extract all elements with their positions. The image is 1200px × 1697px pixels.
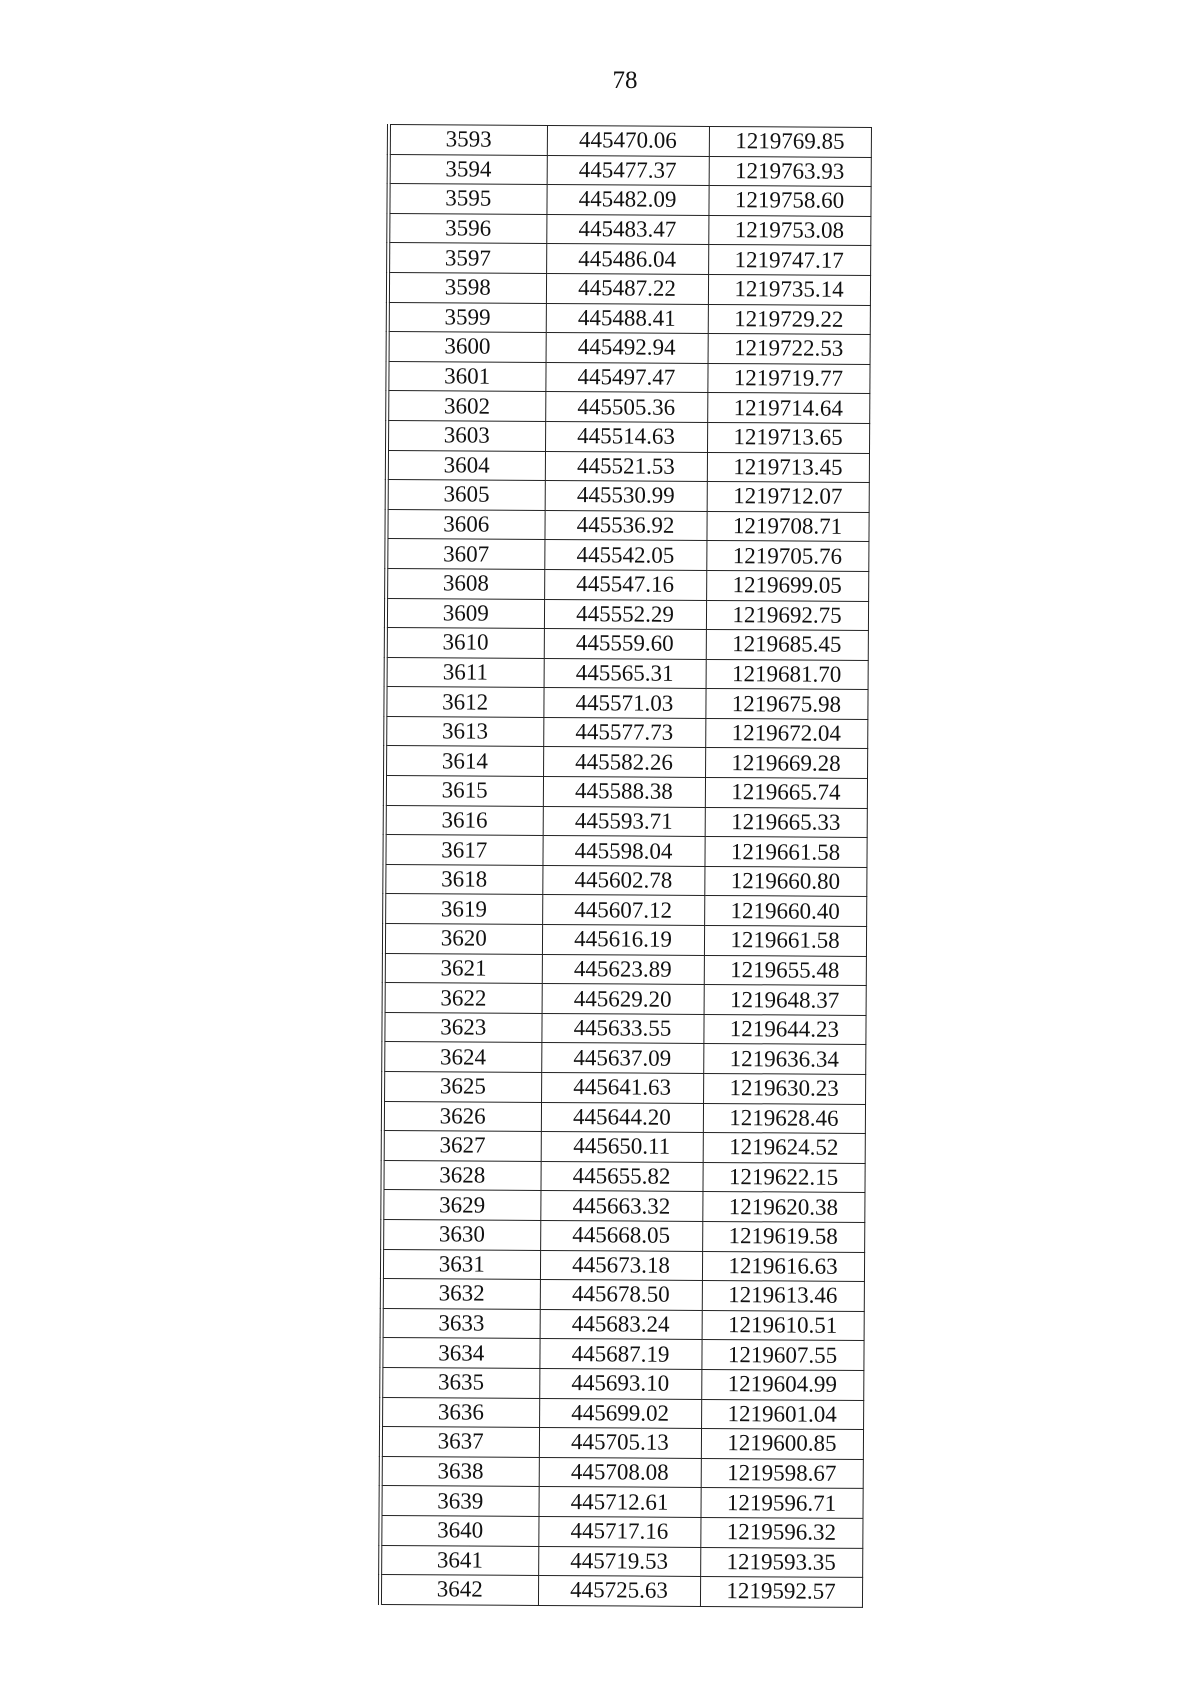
table-row — [385, 805, 867, 838]
point-number-cell: 3630 — [382, 1219, 540, 1250]
y-coordinate-cell: 1219665.33 — [705, 807, 867, 838]
y-coordinate-cell: 1219655.48 — [704, 955, 866, 986]
y-coordinate-cell: 1219722.53 — [708, 334, 870, 365]
x-coordinate-cell: 445492.94 — [546, 333, 708, 364]
x-coordinate-cell: 445577.73 — [543, 717, 705, 748]
table-row — [383, 1042, 865, 1075]
x-coordinate-cell: 445678.50 — [540, 1280, 702, 1311]
table-row — [386, 539, 868, 572]
y-coordinate-cell: 1219648.37 — [704, 985, 866, 1016]
x-coordinate-cell: 445542.05 — [544, 540, 706, 571]
y-coordinate-cell: 1219644.23 — [703, 1014, 865, 1045]
point-number-cell: 3613 — [385, 716, 543, 747]
x-coordinate-cell: 445629.20 — [542, 984, 704, 1015]
y-coordinate-cell: 1219661.58 — [704, 925, 866, 956]
table-row — [381, 1427, 863, 1460]
point-number-cell: 3640 — [380, 1515, 538, 1546]
point-number-cell: 3606 — [386, 509, 544, 540]
point-number-cell: 3611 — [386, 657, 544, 688]
y-coordinate-cell: 1219610.51 — [702, 1310, 864, 1341]
point-number-cell: 3628 — [382, 1160, 540, 1191]
table-row — [384, 953, 866, 986]
table-row — [389, 154, 871, 187]
x-coordinate-cell: 445705.13 — [539, 1428, 701, 1459]
x-coordinate-cell: 445547.16 — [544, 569, 706, 600]
page-number: 78 — [612, 67, 638, 94]
y-coordinate-cell: 1219592.57 — [700, 1577, 862, 1608]
point-number-cell: 3634 — [381, 1338, 539, 1369]
point-number-cell: 3604 — [387, 450, 545, 481]
x-coordinate-cell: 445687.19 — [539, 1339, 701, 1370]
point-number-cell: 3621 — [384, 953, 542, 984]
y-coordinate-cell: 1219758.60 — [708, 186, 870, 217]
x-coordinate-cell: 445487.22 — [546, 273, 708, 304]
point-number-cell: 3614 — [385, 746, 543, 777]
point-number-cell: 3618 — [384, 864, 542, 895]
table-row — [382, 1219, 864, 1252]
x-coordinate-cell: 445559.60 — [544, 629, 706, 660]
y-coordinate-cell: 1219628.46 — [703, 1103, 865, 1134]
x-coordinate-cell: 445637.09 — [541, 1043, 703, 1074]
y-coordinate-cell: 1219601.04 — [701, 1399, 863, 1430]
y-coordinate-cell: 1219729.22 — [708, 304, 870, 335]
y-coordinate-cell: 1219665.74 — [705, 778, 867, 809]
x-coordinate-cell: 445588.38 — [543, 777, 705, 808]
table-row — [384, 983, 866, 1016]
point-number-cell: 3626 — [383, 1101, 541, 1132]
point-number-cell: 3617 — [384, 835, 542, 866]
point-number-cell: 3622 — [384, 983, 542, 1014]
x-coordinate-cell: 445483.47 — [546, 214, 708, 245]
x-coordinate-cell: 445699.02 — [539, 1398, 701, 1429]
y-coordinate-cell: 1219616.63 — [702, 1251, 864, 1282]
table-row — [385, 716, 867, 749]
coordinates-table-body — [380, 125, 871, 1608]
x-coordinate-cell: 445470.06 — [547, 125, 709, 156]
x-coordinate-cell: 445693.10 — [539, 1368, 701, 1399]
point-number-cell: 3594 — [389, 154, 547, 185]
x-coordinate-cell: 445552.29 — [544, 599, 706, 630]
y-coordinate-cell: 1219593.35 — [700, 1547, 862, 1578]
table-row — [382, 1160, 864, 1193]
point-number-cell: 3615 — [385, 776, 543, 807]
x-coordinate-cell: 445598.04 — [542, 836, 704, 867]
table-row — [383, 1012, 865, 1045]
table-row — [383, 1101, 865, 1134]
table-row — [385, 776, 867, 809]
table-row — [387, 450, 869, 483]
y-coordinate-cell: 1219660.80 — [704, 866, 866, 897]
table-row — [380, 1545, 862, 1578]
x-coordinate-cell: 445655.82 — [540, 1161, 702, 1192]
x-coordinate-cell: 445505.36 — [545, 392, 707, 423]
point-number-cell: 3600 — [388, 332, 546, 363]
point-number-cell: 3624 — [383, 1042, 541, 1073]
x-coordinate-cell: 445616.19 — [542, 924, 704, 955]
point-number-cell: 3595 — [388, 184, 546, 215]
y-coordinate-cell: 1219598.67 — [701, 1458, 863, 1489]
x-coordinate-cell: 445593.71 — [543, 806, 705, 837]
y-coordinate-cell: 1219620.38 — [702, 1192, 864, 1223]
table-row — [381, 1456, 863, 1489]
table-row — [381, 1397, 863, 1430]
x-coordinate-cell: 445514.63 — [545, 421, 707, 452]
table-row — [386, 509, 868, 542]
x-coordinate-cell: 445717.16 — [538, 1516, 700, 1547]
point-number-cell: 3620 — [384, 924, 542, 955]
y-coordinate-cell: 1219705.76 — [706, 541, 868, 572]
y-coordinate-cell: 1219708.71 — [706, 511, 868, 542]
x-coordinate-cell: 445521.53 — [545, 451, 707, 482]
point-number-cell: 3623 — [383, 1012, 541, 1043]
x-coordinate-cell: 445708.08 — [539, 1457, 701, 1488]
x-coordinate-cell: 445644.20 — [541, 1102, 703, 1133]
y-coordinate-cell: 1219719.77 — [707, 363, 869, 394]
point-number-cell: 3642 — [380, 1575, 538, 1606]
table-row — [381, 1486, 863, 1519]
table-row — [385, 687, 867, 720]
point-number-cell: 3633 — [382, 1308, 540, 1339]
y-coordinate-cell: 1219747.17 — [708, 245, 870, 276]
y-coordinate-cell: 1219596.71 — [700, 1488, 862, 1519]
y-coordinate-cell: 1219669.28 — [705, 748, 867, 779]
table-row — [387, 361, 869, 394]
point-number-cell: 3596 — [388, 213, 546, 244]
table-row — [381, 1367, 863, 1400]
y-coordinate-cell: 1219763.93 — [709, 156, 871, 187]
table-row — [388, 243, 870, 276]
point-number-cell: 3605 — [387, 480, 545, 511]
table-row — [386, 568, 868, 601]
point-number-cell: 3593 — [389, 125, 547, 156]
x-coordinate-cell: 445623.89 — [542, 954, 704, 985]
y-coordinate-cell: 1219714.64 — [707, 393, 869, 424]
table-row — [384, 864, 866, 897]
table-row — [382, 1249, 864, 1282]
table-row — [383, 1131, 865, 1164]
x-coordinate-cell: 445633.55 — [541, 1013, 703, 1044]
table-row — [382, 1308, 864, 1341]
table-row — [382, 1279, 864, 1312]
point-number-cell: 3608 — [386, 568, 544, 599]
point-number-cell: 3607 — [386, 539, 544, 570]
y-coordinate-cell: 1219713.45 — [707, 452, 869, 483]
table-row — [385, 746, 867, 779]
point-number-cell: 3616 — [385, 805, 543, 836]
table-row — [388, 332, 870, 365]
x-coordinate-cell: 445602.78 — [542, 865, 704, 896]
table-row — [383, 1071, 865, 1104]
table-row — [389, 125, 871, 158]
y-coordinate-cell: 1219685.45 — [706, 630, 868, 661]
point-number-cell: 3637 — [381, 1427, 539, 1458]
point-number-cell: 3603 — [387, 420, 545, 451]
y-coordinate-cell: 1219630.23 — [703, 1073, 865, 1104]
y-coordinate-cell: 1219735.14 — [708, 274, 870, 305]
table-row — [386, 657, 868, 690]
x-coordinate-cell: 445488.41 — [546, 303, 708, 334]
point-number-cell: 3631 — [382, 1249, 540, 1280]
point-number-cell: 3609 — [386, 598, 544, 629]
table-row — [384, 894, 866, 927]
point-number-cell: 3636 — [381, 1397, 539, 1428]
y-coordinate-cell: 1219661.58 — [704, 837, 866, 868]
x-coordinate-cell: 445725.63 — [538, 1576, 700, 1607]
y-coordinate-cell: 1219712.07 — [707, 482, 869, 513]
point-number-cell: 3597 — [388, 243, 546, 274]
table-row — [387, 480, 869, 513]
point-number-cell: 3638 — [381, 1456, 539, 1487]
point-number-cell: 3619 — [384, 894, 542, 925]
point-number-cell: 3635 — [381, 1367, 539, 1398]
x-coordinate-cell: 445650.11 — [541, 1132, 703, 1163]
point-number-cell: 3632 — [382, 1279, 540, 1310]
y-coordinate-cell: 1219622.15 — [702, 1162, 864, 1193]
y-coordinate-cell: 1219613.46 — [702, 1281, 864, 1312]
y-coordinate-cell: 1219675.98 — [705, 689, 867, 720]
point-number-cell: 3599 — [388, 302, 546, 333]
point-number-cell: 3629 — [382, 1190, 540, 1221]
x-coordinate-cell: 445641.63 — [541, 1072, 703, 1103]
x-coordinate-cell: 445482.09 — [546, 185, 708, 216]
point-number-cell: 3602 — [387, 391, 545, 422]
x-coordinate-cell: 445582.26 — [543, 747, 705, 778]
y-coordinate-cell: 1219607.55 — [701, 1340, 863, 1371]
x-coordinate-cell: 445673.18 — [540, 1250, 702, 1281]
x-coordinate-cell: 445668.05 — [540, 1220, 702, 1251]
point-number-cell: 3641 — [380, 1545, 538, 1576]
table-row — [387, 420, 869, 453]
table-row — [388, 184, 870, 217]
point-number-cell: 3612 — [385, 687, 543, 718]
point-number-cell: 3627 — [383, 1131, 541, 1162]
x-coordinate-cell: 445607.12 — [542, 895, 704, 926]
x-coordinate-cell: 445719.53 — [538, 1546, 700, 1577]
x-coordinate-cell: 445530.99 — [545, 481, 707, 512]
table-row — [388, 272, 870, 305]
table-row — [384, 924, 866, 957]
point-number-cell: 3639 — [381, 1486, 539, 1517]
table-row — [380, 1515, 862, 1548]
point-number-cell: 3601 — [387, 361, 545, 392]
table-row — [387, 391, 869, 424]
x-coordinate-cell: 445712.61 — [538, 1487, 700, 1518]
y-coordinate-cell: 1219604.99 — [701, 1369, 863, 1400]
y-coordinate-cell: 1219660.40 — [704, 896, 866, 927]
x-coordinate-cell: 445571.03 — [543, 688, 705, 719]
point-number-cell: 3598 — [388, 272, 546, 303]
y-coordinate-cell: 1219636.34 — [703, 1044, 865, 1075]
y-coordinate-cell: 1219672.04 — [705, 718, 867, 749]
coordinates-table — [378, 124, 872, 1608]
y-coordinate-cell: 1219624.52 — [703, 1133, 865, 1164]
x-coordinate-cell: 445536.92 — [544, 510, 706, 541]
table-row — [380, 1575, 862, 1608]
x-coordinate-cell: 445486.04 — [546, 244, 708, 275]
y-coordinate-cell: 1219619.58 — [702, 1221, 864, 1252]
y-coordinate-cell: 1219692.75 — [706, 600, 868, 631]
y-coordinate-cell: 1219681.70 — [706, 659, 868, 690]
y-coordinate-cell: 1219769.85 — [709, 126, 871, 157]
point-number-cell: 3610 — [386, 628, 544, 659]
table-row — [386, 628, 868, 661]
y-coordinate-cell: 1219699.05 — [706, 570, 868, 601]
x-coordinate-cell: 445497.47 — [545, 362, 707, 393]
table-row — [388, 213, 870, 246]
table-row — [381, 1338, 863, 1371]
x-coordinate-cell: 445683.24 — [540, 1309, 702, 1340]
table-row — [386, 598, 868, 631]
x-coordinate-cell: 445565.31 — [544, 658, 706, 689]
table-row — [382, 1190, 864, 1223]
table-row — [384, 835, 866, 868]
y-coordinate-cell: 1219596.32 — [700, 1517, 862, 1548]
table-row — [388, 302, 870, 335]
x-coordinate-cell: 445477.37 — [547, 155, 709, 186]
y-coordinate-cell: 1219600.85 — [701, 1429, 863, 1460]
point-number-cell: 3625 — [383, 1071, 541, 1102]
x-coordinate-cell: 445663.32 — [540, 1191, 702, 1222]
y-coordinate-cell: 1219753.08 — [708, 215, 870, 246]
y-coordinate-cell: 1219713.65 — [707, 422, 869, 453]
